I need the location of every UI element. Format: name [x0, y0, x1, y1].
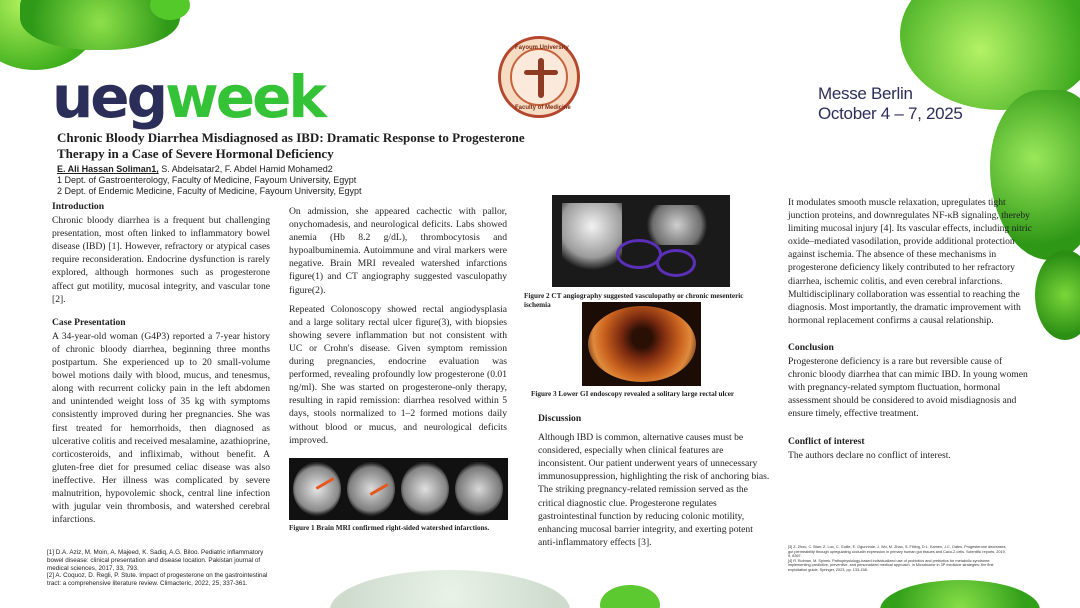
reference-3: [3] Z. Zhou, C. Bian, Z. Luo, C. Guille, E. Ogunrinde, J. Wu, M. Zhao, S. Fitting, D.L. Kamen, J.C. Oates. Progesterone decreases gut permeability through upregulating occludin expression in primary human gut tissues and Caco-2 cells. Scientific reports, 2019, 9, 8367. — [788, 545, 1006, 559]
figure-2-ct-angiography — [552, 195, 730, 287]
column-2 — [289, 205, 507, 453]
affiliation-1: 1 Dept. of Gastroenterology, Faculty of Medicine, Fayoum University, Egypt — [57, 175, 357, 185]
authors-block — [57, 164, 517, 197]
logo-week-text: week — [165, 63, 324, 131]
case-text: A 34-year-old woman (G4P3) reported a 7-year history of chronic bloody diarrhea, beginning three months postpartum. She experienced up to 20 small-volume bowel motions daily with blood, mucus, and tenesmus, along with recurrent colicky pain in the left abdomen and unintended weight loss of 35 kg with symptoms consistently improved during her pregnancies. She was first treated for hemorrhoids, then diagnosed as ulcerative colitis and received mesalamine, azathioprine, corticosteroids, and infliximab, without benefit. A gluten-free diet for presumed celiac disease was also ineffective. Her illness was complicated by severe malnutrition, hypovolemic shock, central line infection with jugular vein thrombosis, and watershed cerebral infarctions. — [52, 330, 270, 526]
lead-author: E. Ali Hassan Soliman1, — [57, 164, 159, 174]
column-4 — [788, 196, 1032, 468]
discussion-heading: Discussion — [538, 413, 582, 424]
conclusion-text: Progesterone deficiency is a rare but reversible cause of chronic bloody diarrhea that can mimic IBD. In young women with pregnancy-related symptom fluctuation, hormonal assessment should be considered to avoid misdiagnosis and ensure timely, effective treatment. — [788, 356, 1028, 420]
figure-3-caption: Figure 3 Lower GI endoscopy revealed a solitary large rectal ulcer — [531, 390, 735, 398]
figure-2-caption: Figure 2 CT angiography suggested vasculopathy or chronic mesenteric ischemia — [524, 292, 744, 309]
university-seal — [498, 36, 580, 118]
references-right — [788, 545, 1010, 573]
colonoscopy-text: Repeated Colonoscopy showed rectal angiodysplasia and a large solitary rectal ulcer figure(3), with biopsies showing severe inflammation but not consistent with UC or Crohn's disease. Given symptom remission during pregnancies, endocrine evaluation was performed, revealing profoundly low progesterone (0.01 ng/ml). She was started on progesterone-only therapy, resulting in rapid remission: diarrhea resolved within 5 days, stools normalized to 1–2 formed motions daily without blood or mucus, and neurological deficits improved. — [289, 303, 507, 446]
seal-top-text: Fayoum University — [515, 45, 569, 51]
event-info — [818, 84, 963, 124]
poster-title: Chronic Bloody Diarrhea Misdiagnosed as IBD: Dramatic Response to Progesterone Therapy in a Case of Severe Hormonal Deficiency — [57, 130, 525, 161]
intro-text: Chronic bloody diarrhea is a frequent but challenging presentation, most often linked to inflammatory bowel disease (IBD) [1]. However, refractory or atypical cases require reconsideration. Endocrine dysfunction is rarely explored, although hormones such as progesterone affect gut motility, mucosal integrity, and vascular tone [2]. — [52, 215, 270, 305]
reference-2: [2] A. Coquoz, D. Regli, P. Stute. Impact of progesterone on the gastrointestinal tract: a comprehensive literature review. Climacteric, 2022, 25, 337-361. — [47, 572, 268, 588]
logo-ueg-text: ueg — [52, 63, 166, 131]
case-heading: Case Presentation — [52, 316, 126, 328]
event-dates: October 4 – 7, 2025 — [818, 104, 963, 123]
collaboration-text: Multidisciplinary collaboration was essential to reaching the diagnosis. Most importantly, the dramatic improvement with hormonal replacement confirms a causal relationship. — [788, 288, 1021, 326]
ueg-week-logo — [52, 63, 324, 131]
intro-heading: Introduction — [52, 201, 105, 212]
affiliation-2: 2 Dept. of Endemic Medicine, Faculty of Medicine, Fayoum University, Egypt — [57, 186, 362, 196]
column-1 — [52, 200, 270, 532]
conclusion-heading: Conclusion — [788, 341, 834, 353]
reference-4: [4] R. Bulman, M. Spinek. Pathophysiology-based individualized use of probiotics and prebiotics for metabolic syndrome: implementing predictive, preventive, and personalized medical approach. In Microbiome in 3P medicine strategies: the first exploitation guide, Springer, 2023, pp. 133-158. — [788, 558, 994, 572]
reference-1: [1] D.A. Aziz, M. Moin, A. Majeed, K. Sadiq, A.G. Biloo. Pediatric inflammatory bowel disease: clinical presentation and disease location. Pakistan journal of medical sciences, 2017, 33, 793. — [47, 549, 264, 572]
coi-text: The authors declare no conflict of interest. — [788, 449, 951, 461]
figure-1-caption: Figure 1 Brain MRI confirmed right-sided watershed infarctions. — [289, 524, 490, 532]
discussion-text: Although IBD is common, alternative causes must be considered, especially when clinical features are inconsistent. Our patient underwent years of unnecessary immunosuppression, highlighting the risk of anchoring bias. The striking pregnancy-related remission served as the critical diagnostic clue. Progesterone regulates gastrointestinal function by reducing colonic motility, enhancing mucosal barrier integrity, and exerting potent anti-inflammatory effects [3]. — [538, 432, 770, 548]
event-city: Messe Berlin — [818, 84, 913, 103]
admission-text: On admission, she appeared cachectic with pallor, onychomadesis, and neurological deficits. Labs showed anemia (Hb 8.2 g/dL), thrombocytosis and hypoalbuminemia. Autoimmune and viral markers were negative. Brain MRI revealed watershed infarctions figure(1) and CT angiography suggested vasculopathy figure(2). — [289, 206, 507, 296]
figure-3-endoscopy — [582, 302, 701, 386]
mechanism-text: It modulates smooth muscle relaxation, upregulates tight junction proteins, and downregulates NF-κB signaling, thereby limiting mucosal injury [4]. Its vascular effects, including nitric oxide–mediated vasodilation, provide additional protection against ischemia. The absence of these mechanisms in progesterone deficiency likely contributed to her refractory diarrhea, ischemic colitis, and even cerebral infarctions. — [788, 197, 1032, 287]
column-3 — [538, 412, 770, 555]
seal-bottom-text: Faculty of Medicine — [515, 105, 571, 111]
co-authors: S. Abdelsatar2, F. Abdel Hamid Mohamed2 — [158, 164, 333, 174]
figure-1-brain-mri — [289, 458, 508, 520]
coi-heading: Conflict of interest — [788, 435, 865, 447]
references-left — [47, 549, 272, 588]
